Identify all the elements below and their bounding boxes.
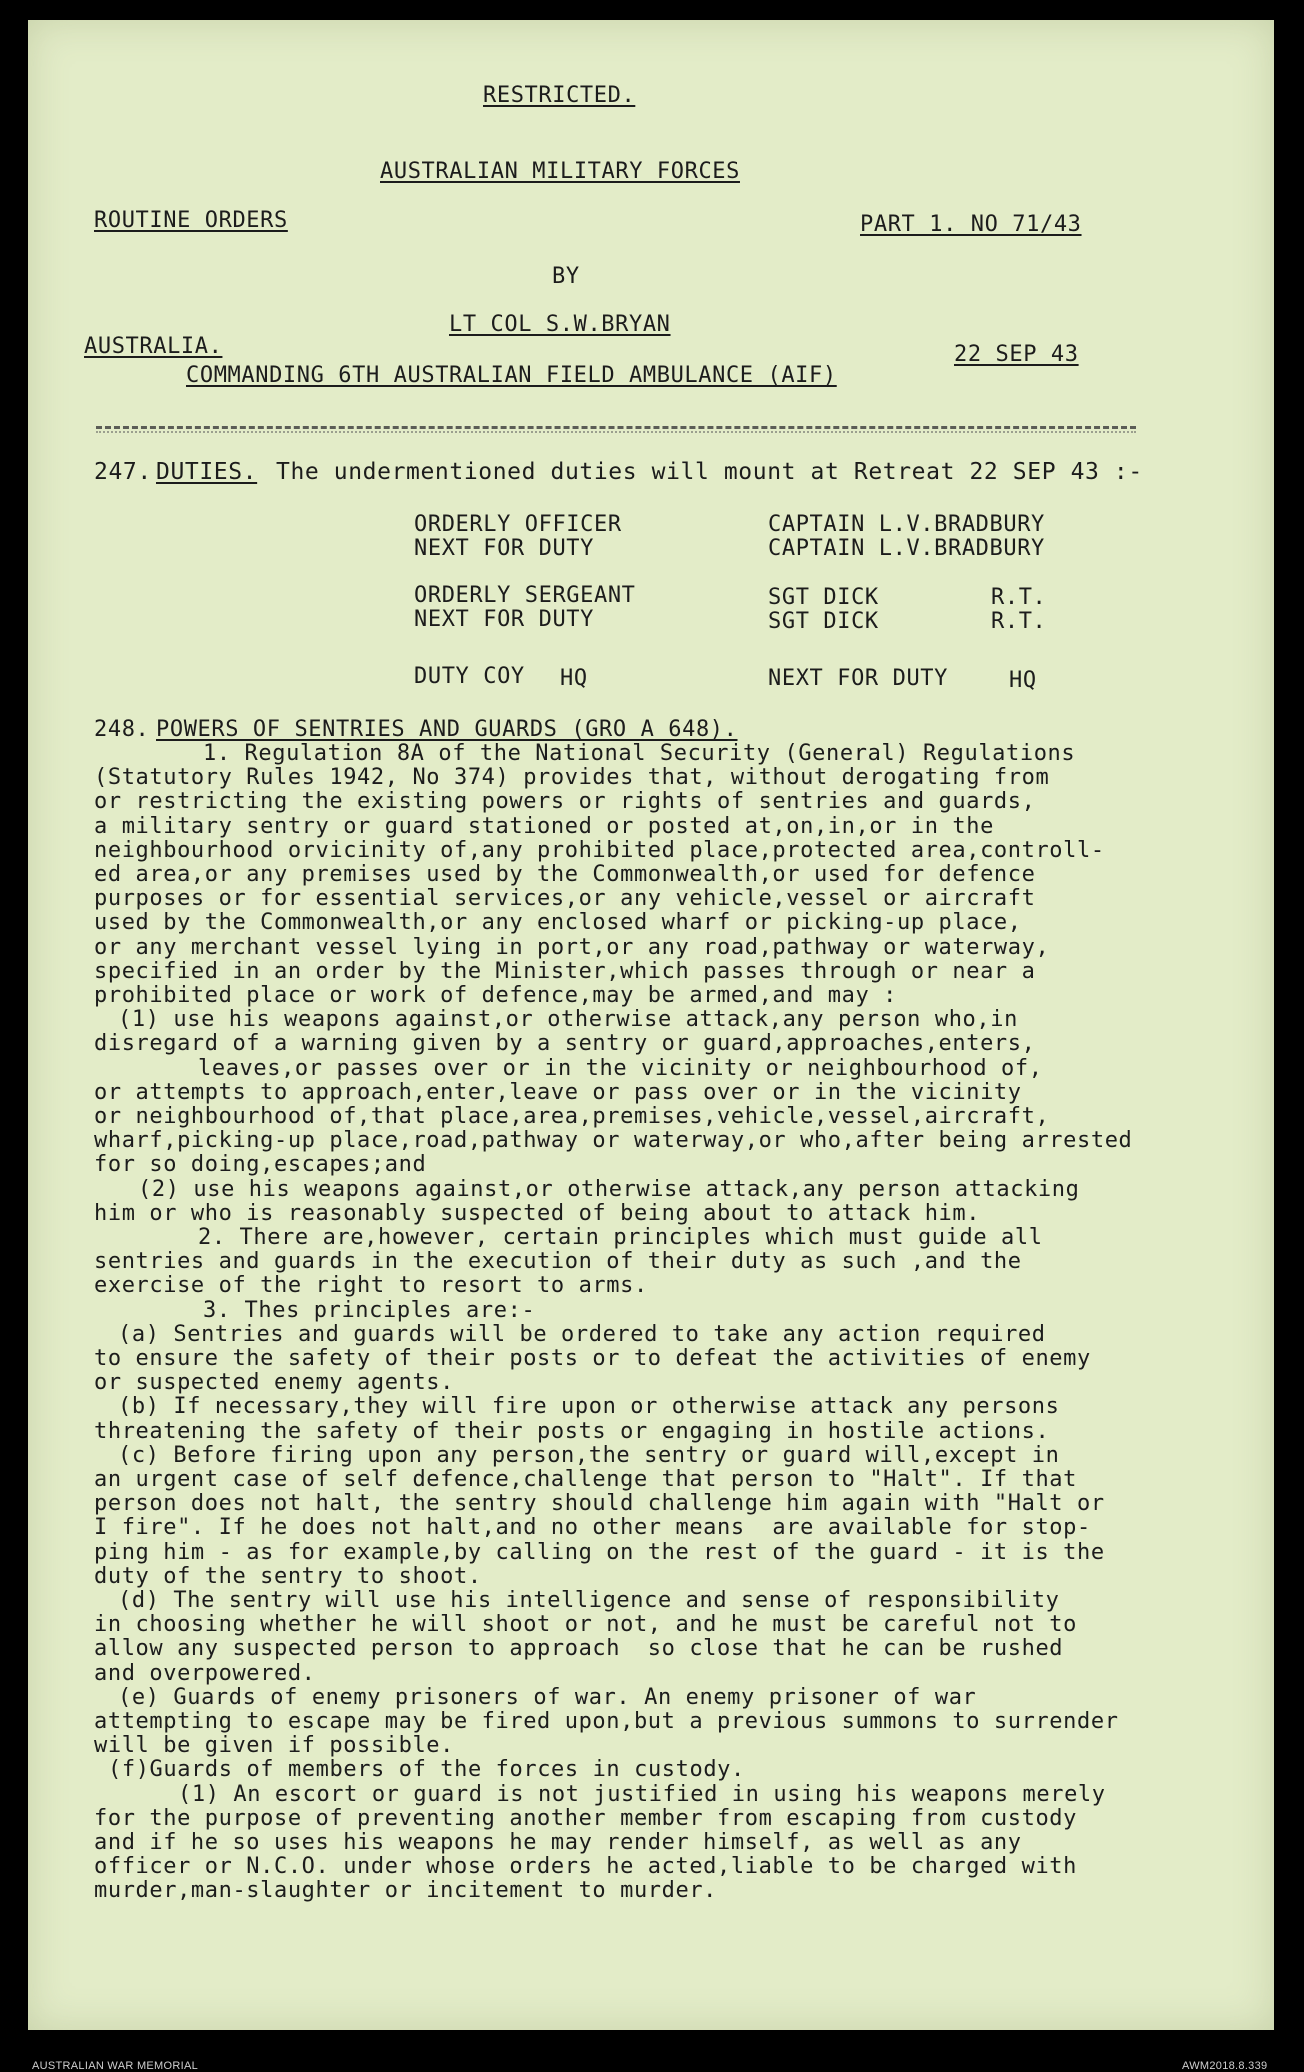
body-line: wharf,picking-up place,road,pathway or waterway,or who,after being arrested: [94, 1128, 1133, 1154]
duty-coy-label: DUTY COY: [414, 664, 525, 689]
footer-right: AWM2018.8.339: [1182, 2060, 1268, 2072]
duty-role: NEXT FOR DUTY: [414, 607, 594, 632]
body-line: a military sentry or guard stationed or posted at,on,in,or in the: [94, 813, 994, 839]
body-line: or neighbourhood of,that place,area,premises,vehicle,vessel,aircraft,: [94, 1104, 1050, 1129]
body-line: (b) If necessary,they will fire upon or otherwise attack any persons: [118, 1394, 1060, 1420]
body-line: neighbourhood orvicinity of,any prohibited place,protected area,controll-: [94, 837, 1105, 863]
body-line: sentries and guards in the execution of their duty as such ,and the: [94, 1249, 1022, 1275]
body-line: allow any suspected person to approach so close that he can be rushed: [94, 1636, 1064, 1662]
duty-suffix: R.T.: [991, 609, 1047, 634]
body-line: or attempts to approach,enter,leave or pass over or in the vicinity: [94, 1079, 1022, 1105]
body-line: will be given if possible.: [94, 1733, 454, 1759]
duty-name: CAPTAIN L.V.BRADBURY: [768, 536, 1045, 561]
body-line: or restricting the existing powers or rights of sentries and guards,: [94, 789, 1036, 815]
section-247-number: 247.: [94, 459, 152, 485]
body-line: (c) Before firing upon any person,the sentry or guard will,except in: [118, 1442, 1060, 1468]
body-line: an urgent case of self defence,challenge that person to "Halt". If that: [94, 1467, 1078, 1492]
section-247-heading: DUTIES.: [156, 459, 258, 485]
classification-heading: RESTRICTED.: [483, 83, 636, 108]
next-duty-value: HQ: [1009, 668, 1037, 693]
body-line: or any merchant vessel lying in port,or any road,pathway or waterway,: [94, 934, 1050, 960]
body-line: prohibited place or work of defence,may be armed,and may :: [94, 983, 898, 1008]
section-248-heading: POWERS OF SENTRIES AND GUARDS (GRO A 648).: [156, 717, 738, 742]
body-line: used by the Commonwealth,or any enclosed wharf or picking-up place,: [94, 910, 1022, 936]
body-line: (d) The sentry will use his intelligence and sense of responsibility: [118, 1588, 1060, 1613]
duty-role: NEXT FOR DUTY: [414, 536, 594, 561]
body-line: ping him - as for example,by calling on the rest of the guard - it is the: [94, 1539, 1105, 1565]
body-line: 1. Regulation 8A of the National Security (General) Regulations: [203, 741, 1076, 766]
body-line: him or who is reasonably suspected of being about to attack him.: [94, 1200, 981, 1226]
body-line: (1) An escort or guard is not justified in using his weapons merely: [178, 1781, 1106, 1807]
forces-heading: AUSTRALIAN MILITARY FORCES: [380, 159, 740, 184]
part-number: PART 1. NO 71/43: [860, 212, 1082, 237]
body-line: murder,man-slaughter or incitement to murder.: [94, 1878, 718, 1904]
routine-orders-label: ROUTINE ORDERS: [94, 208, 288, 233]
separator-line: [96, 426, 1136, 429]
body-line: (Statutory Rules 1942, No 374) provides that, without derogating from: [94, 765, 1050, 791]
body-line: for the purpose of preventing another member from escaping from custody: [94, 1805, 1078, 1831]
body-line: and if he so uses his weapons he may render himself, as well as any: [94, 1830, 1022, 1855]
body-line: ed area,or any premises used by the Commonwealth,or used for defence: [94, 862, 1036, 887]
body-line: (1) use his weapons against,or otherwise attack,any person who,in: [118, 1007, 1018, 1033]
body-line: (f)Guards of members of the forces in custody.: [108, 1757, 745, 1783]
body-line: attempting to escape may be fired upon,but a previous summons to surrender: [94, 1709, 1119, 1734]
duty-role: ORDERLY SERGEANT: [414, 583, 636, 608]
separator-line-shadow: [96, 431, 1136, 433]
body-line: 2. There are,however, certain principles which must guide all: [198, 1225, 1043, 1250]
order-date: 22 SEP 43: [954, 342, 1079, 367]
body-line: in choosing whether he will shoot or not, and he must be careful not to: [94, 1612, 1078, 1638]
duty-name: SGT DICK: [768, 609, 879, 634]
body-line: (e) Guards of enemy prisoners of war. An enemy prisoner of war: [118, 1684, 977, 1710]
body-line: specified in an order by the Minister,which passes through or near a: [94, 958, 1036, 984]
body-line: officer or N.C.O. under whose orders he acted,liable to be charged with: [94, 1854, 1078, 1880]
next-duty-label: NEXT FOR DUTY: [768, 666, 948, 691]
body-line: (a) Sentries and guards will be ordered to take any action required: [118, 1321, 1046, 1347]
body-line: exercise of the right to resort to arms.: [94, 1273, 648, 1299]
by-label: BY: [552, 264, 580, 289]
body-line: duty of the sentry to shoot.: [94, 1563, 482, 1589]
duty-name: CAPTAIN L.V.BRADBURY: [768, 512, 1045, 537]
body-line: threatening the safety of their posts or engaging in hostile actions.: [94, 1418, 1050, 1444]
body-line: to ensure the safety of their posts or to defeat the activities of enemy: [94, 1346, 1091, 1371]
body-line: 3. Thes principles are:-: [203, 1297, 536, 1323]
body-line: disregard of a warning given by a sentry or guard,approaches,enters,: [94, 1031, 1036, 1057]
footer-left: AUSTRALIAN WAR MEMORIAL: [32, 2060, 199, 2072]
body-line: for so doing,escapes;and: [94, 1152, 427, 1178]
body-line: purposes or for essential services,or any vehicle,vessel or aircraft: [94, 886, 1036, 912]
body-line: and overpowered.: [94, 1660, 316, 1686]
section-248-number: 248.: [94, 717, 150, 742]
officer-name: LT COL S.W.BRYAN: [449, 312, 671, 337]
duty-suffix: R.T.: [991, 585, 1047, 610]
section-247-intro: The undermentioned duties will mount at Retreat 22 SEP 43 :-: [276, 459, 1143, 485]
duty-role: ORDERLY OFFICER: [414, 512, 622, 537]
body-line: person does not halt, the sentry should challenge him again with "Halt or: [94, 1491, 1105, 1517]
body-line: (2) use his weapons against,or otherwise attack,any person attacking: [138, 1176, 1080, 1202]
location-label: AUSTRALIA.: [84, 334, 223, 359]
unit-title: COMMANDING 6TH AUSTRALIAN FIELD AMBULANCE (AIF): [186, 363, 837, 388]
body-line: leaves,or passes over or in the vicinity or neighbourhood of,: [198, 1055, 1043, 1081]
body-line: or suspected enemy agents.: [94, 1370, 454, 1396]
document-page: [28, 20, 1274, 2072]
duty-coy-value: HQ: [560, 666, 588, 691]
body-line: I fire". If he does not halt,and no other means are available for stop-: [94, 1515, 1091, 1541]
duty-name: SGT DICK: [768, 585, 879, 610]
